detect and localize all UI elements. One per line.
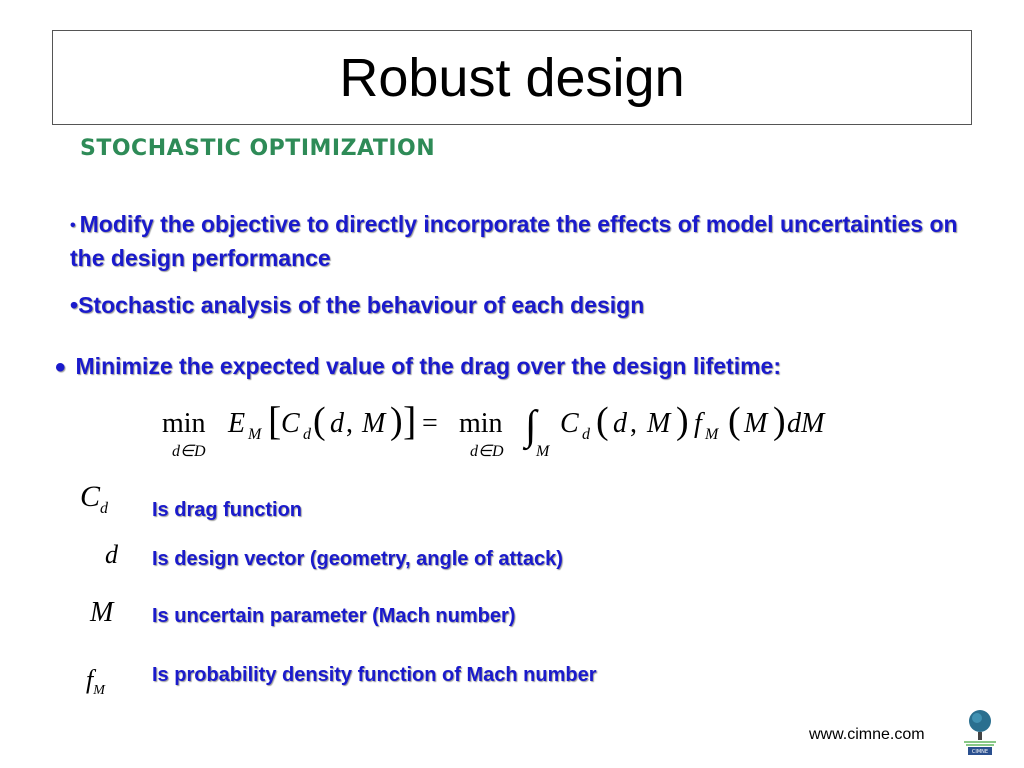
logo-text: CIMNE	[971, 749, 989, 755]
def-text-mach: Is uncertain parameter (Mach number)	[152, 605, 516, 627]
integral-subscript: M	[536, 443, 550, 460]
drag-subscript: d	[303, 426, 311, 443]
bullet-marker: •	[70, 216, 76, 234]
section-heading: STOCHASTIC OPTIMIZATION	[80, 136, 436, 161]
drag-symbol: C	[281, 408, 300, 439]
symbol-main: f	[86, 665, 94, 694]
bullet-3	[55, 351, 781, 385]
cimne-logo	[958, 708, 1002, 756]
pdf-symbol: f	[694, 408, 702, 439]
title-box	[52, 30, 972, 125]
bullet-1	[70, 208, 970, 274]
bullet-2	[70, 292, 644, 319]
footer-url[interactable]: www.cimne.com	[809, 726, 925, 743]
bullet-text: Modify the objective to directly incorporate the effects of model uncertainties on the design performance	[70, 211, 958, 271]
drag-subscript-2: d	[582, 426, 590, 443]
design-symbol: d	[330, 408, 344, 439]
min-subscript: d∈D	[172, 443, 206, 460]
comma: ,	[346, 408, 353, 439]
symbol-subscript: M	[93, 683, 105, 699]
mach-symbol-3: M	[744, 408, 768, 439]
def-text-drag: Is drag function	[152, 499, 302, 521]
def-symbol-mach: M	[90, 597, 114, 628]
right-bracket: ]	[403, 398, 417, 443]
def-symbol-drag	[80, 480, 108, 518]
mach-symbol-2: M	[647, 408, 671, 439]
drag-symbol-2: C	[560, 408, 579, 439]
right-paren-2: )	[676, 400, 689, 442]
def-symbol-design: d	[105, 540, 118, 569]
comma-2: ,	[630, 408, 637, 439]
right-paren-3: )	[773, 400, 786, 442]
left-bracket: [	[268, 398, 282, 443]
min-label: min	[162, 408, 206, 439]
left-paren-2: (	[596, 400, 609, 442]
bullet-marker: •	[55, 351, 66, 384]
equals-sign: =	[422, 408, 438, 439]
design-symbol-2: d	[613, 408, 627, 439]
integral-sign: ∫	[525, 403, 537, 449]
slide-title: Robust design	[339, 47, 685, 108]
expectation-subscript: M	[248, 426, 262, 443]
objective-formula	[150, 395, 870, 465]
bullet-marker: •	[70, 292, 79, 318]
pdf-subscript: M	[705, 426, 719, 443]
mach-symbol: M	[362, 408, 386, 439]
bullet-text: Stochastic analysis of the behaviour of each design	[78, 292, 645, 318]
bullet-text: Minimize the expected value of the drag over the design lifetime:	[75, 353, 782, 379]
def-text-design: Is design vector (geometry, angle of attack)	[152, 548, 563, 570]
def-symbol-pdf	[86, 665, 105, 699]
def-text-pdf: Is probability density function of Mach number	[152, 664, 597, 686]
dm-symbol: dM	[787, 408, 825, 439]
right-paren: )	[390, 400, 403, 442]
min-subscript-2: d∈D	[470, 443, 504, 460]
left-paren-3: (	[728, 400, 741, 442]
symbol-main: C	[80, 480, 101, 513]
min-label-2: min	[459, 408, 503, 439]
expectation-symbol: E	[228, 408, 246, 439]
left-paren: (	[313, 400, 326, 442]
symbol-subscript: d	[100, 500, 109, 517]
